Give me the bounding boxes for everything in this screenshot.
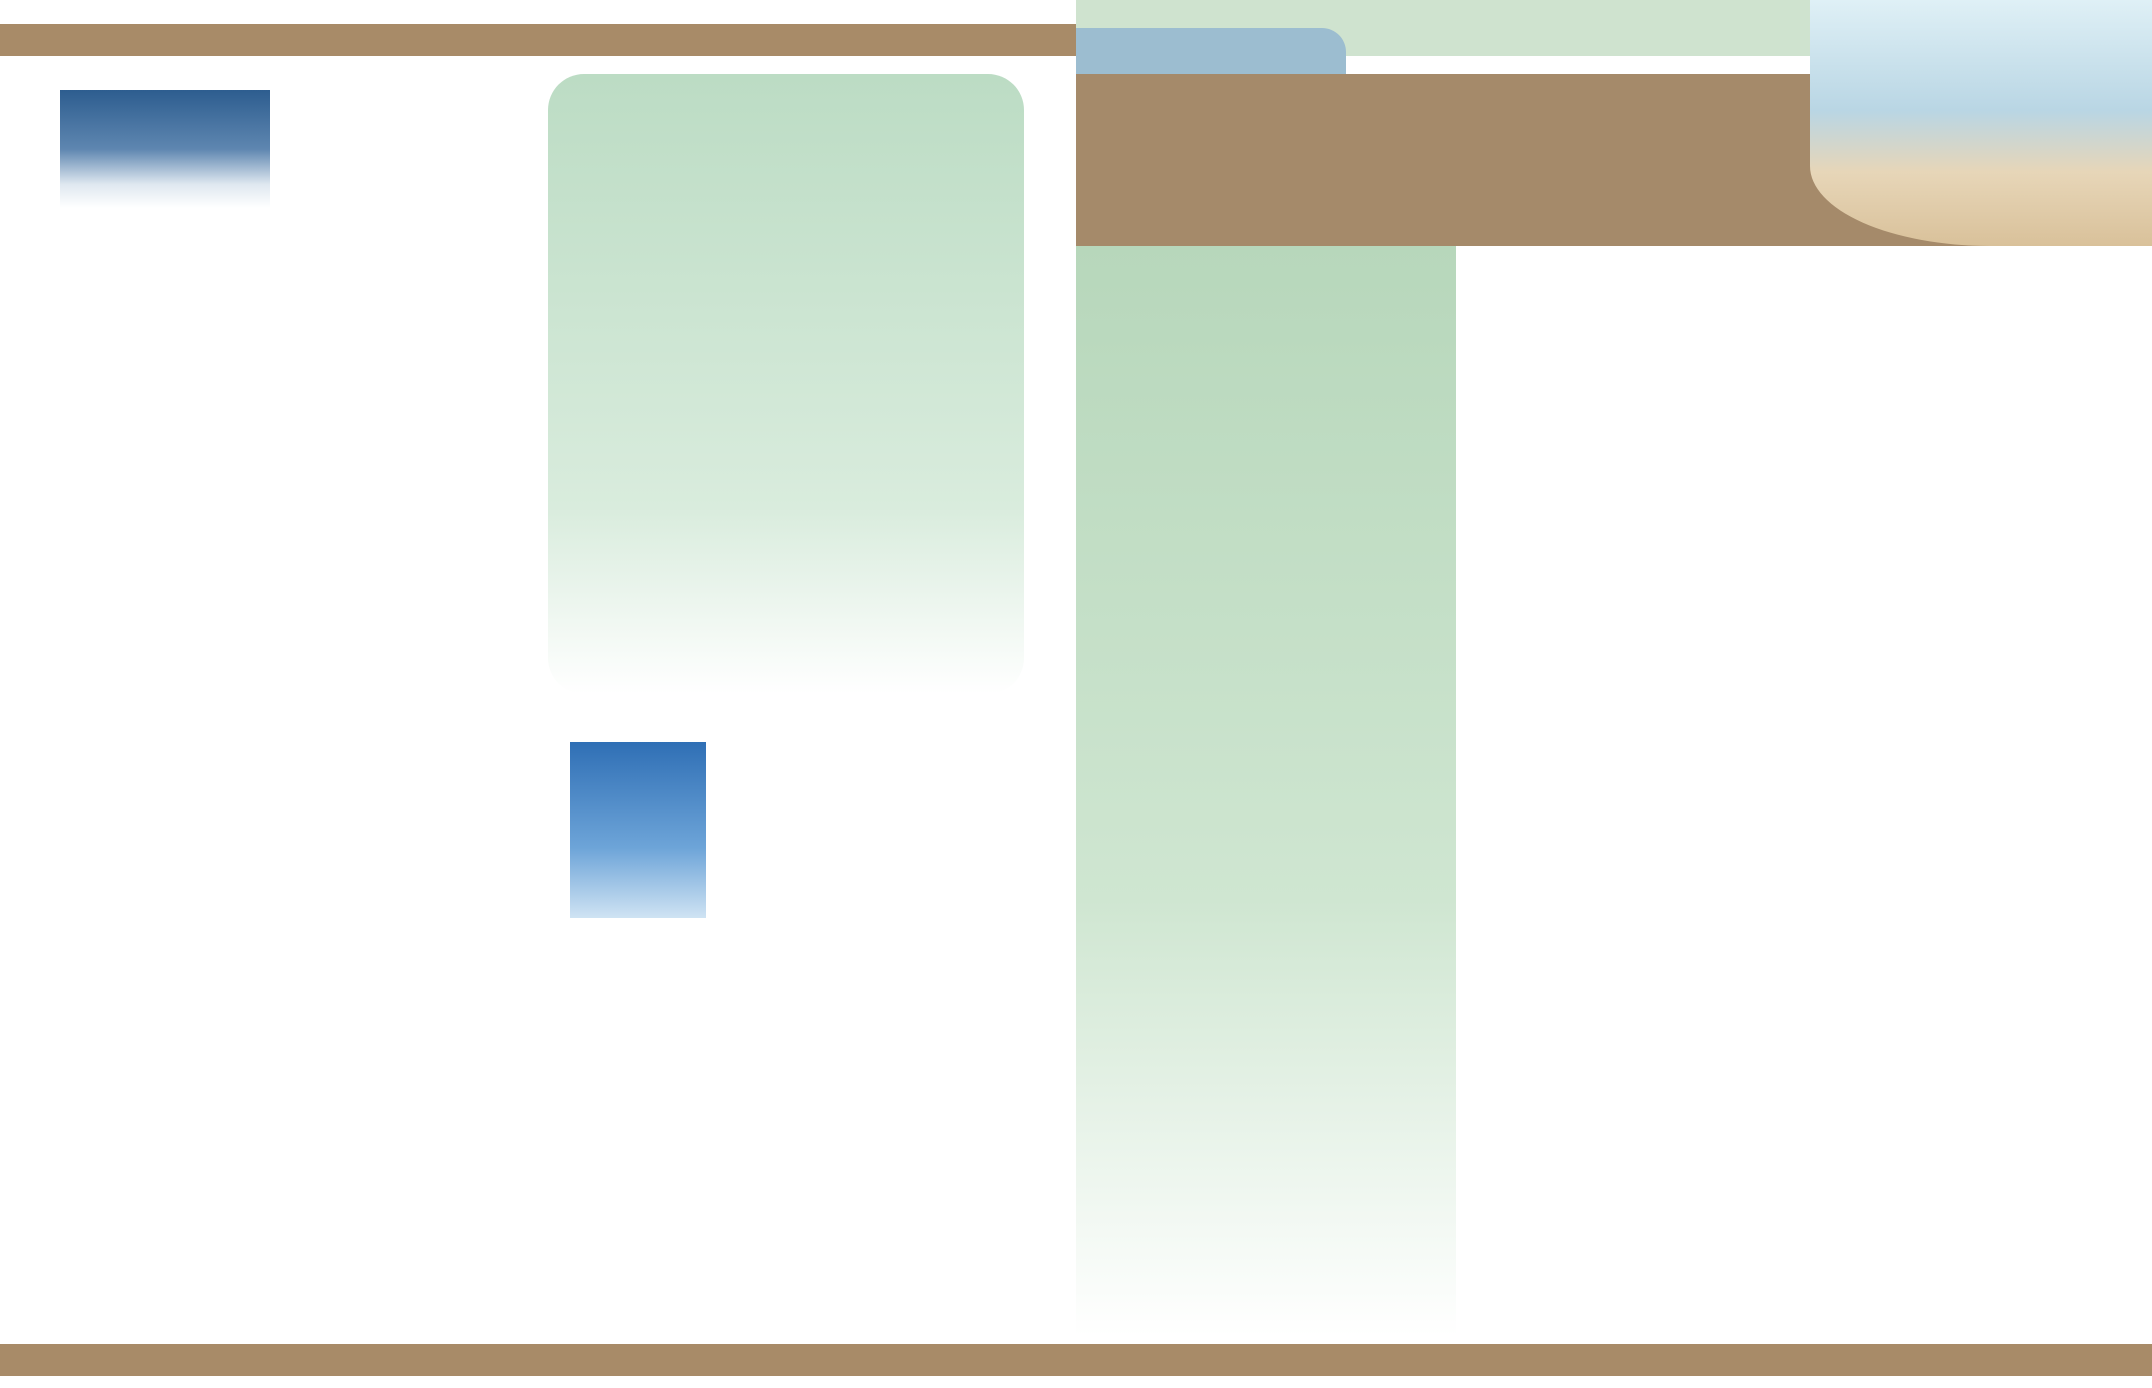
top-bar-left: [0, 24, 1076, 56]
masthead-photo: [1810, 0, 2152, 246]
issue-date-tab: [1076, 28, 1346, 74]
article-main: [60, 74, 540, 214]
events-sidebar: [1076, 246, 1456, 1336]
article-flag-image: [570, 742, 706, 918]
article-flag: [568, 714, 1008, 924]
birthdays-panel: [548, 74, 1024, 694]
bottom-bar: [0, 1344, 2152, 1376]
article-right: [1504, 262, 2104, 302]
article-main-image: [60, 90, 270, 208]
